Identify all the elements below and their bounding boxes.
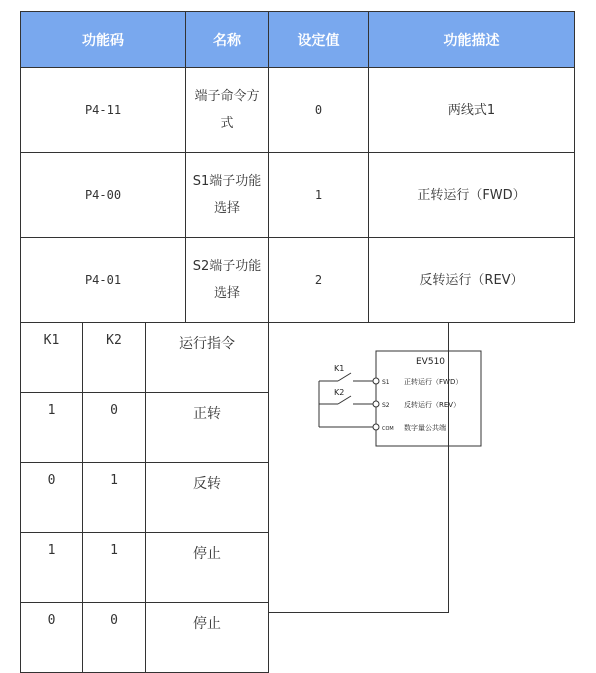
s2-terminal bbox=[373, 401, 379, 407]
set-value-cell: 0 bbox=[269, 68, 369, 153]
header-k1: K1 bbox=[21, 323, 83, 393]
function-desc-cell: 两线式1 bbox=[369, 68, 575, 153]
run-command-cell: 反转 bbox=[146, 463, 269, 533]
com-desc: 数字量公共端 bbox=[404, 424, 446, 432]
header-name: 名称 bbox=[186, 12, 269, 68]
name-line: 选择 bbox=[213, 286, 240, 301]
parameter-table bbox=[20, 11, 575, 323]
table-row bbox=[21, 68, 575, 153]
name-line: S2端子功能 bbox=[192, 259, 262, 274]
k1-cell: 0 bbox=[21, 603, 83, 673]
name-cell bbox=[186, 68, 269, 153]
name-line: S1端子功能 bbox=[192, 174, 262, 189]
header-k2: K2 bbox=[83, 323, 146, 393]
table-row bbox=[21, 603, 269, 673]
s1-desc: 正转运行（FWD） bbox=[404, 378, 463, 386]
s1-terminal bbox=[373, 378, 379, 384]
set-value-cell: 2 bbox=[269, 238, 369, 323]
k1-switch-blade bbox=[338, 373, 351, 381]
table-row bbox=[21, 533, 269, 603]
k2-label: K2 bbox=[334, 388, 345, 397]
function-desc-cell: 正转运行（FWD） bbox=[369, 153, 575, 238]
wiring-diagram bbox=[316, 348, 486, 448]
header-set-value: 设定值 bbox=[269, 12, 369, 68]
k1-cell: 0 bbox=[21, 463, 83, 533]
k2-switch-blade bbox=[338, 396, 351, 404]
name-line: 选择 bbox=[213, 201, 240, 216]
parameter-table-header-row bbox=[21, 12, 575, 68]
table-row bbox=[21, 238, 575, 323]
com-terminal bbox=[373, 424, 379, 430]
k1-label: K1 bbox=[334, 364, 345, 373]
k2-cell: 1 bbox=[83, 463, 146, 533]
switch-truth-table bbox=[20, 322, 269, 673]
run-command-cell: 停止 bbox=[146, 533, 269, 603]
function-code-cell: P4-11 bbox=[21, 68, 186, 153]
s2-label: S2 bbox=[382, 402, 390, 409]
function-code-cell: P4-01 bbox=[21, 238, 186, 323]
s1-label: S1 bbox=[382, 379, 390, 386]
k2-cell: 1 bbox=[83, 533, 146, 603]
name-line: 端子命令方 bbox=[194, 89, 260, 104]
run-command-cell: 正转 bbox=[146, 393, 269, 463]
s2-desc: 反转运行（REV） bbox=[404, 401, 461, 409]
com-label: COM bbox=[382, 426, 394, 432]
k1-cell: 1 bbox=[21, 533, 83, 603]
k2-cell: 0 bbox=[83, 603, 146, 673]
truth-table-header-row bbox=[21, 323, 269, 393]
table-row bbox=[21, 463, 269, 533]
name-cell bbox=[186, 153, 269, 238]
function-code-cell: P4-00 bbox=[21, 153, 186, 238]
function-desc-cell: 反转运行（REV） bbox=[369, 238, 575, 323]
table-row bbox=[21, 393, 269, 463]
header-function-desc: 功能描述 bbox=[369, 12, 575, 68]
run-command-cell: 停止 bbox=[146, 603, 269, 673]
k2-cell: 0 bbox=[83, 393, 146, 463]
set-value-cell: 1 bbox=[269, 153, 369, 238]
k1-cell: 1 bbox=[21, 393, 83, 463]
table-row bbox=[21, 153, 575, 238]
header-function-code: 功能码 bbox=[21, 12, 186, 68]
name-line: 式 bbox=[220, 116, 234, 131]
name-cell bbox=[186, 238, 269, 323]
device-label: EV510 bbox=[416, 357, 446, 367]
header-run-command: 运行指令 bbox=[146, 323, 269, 393]
